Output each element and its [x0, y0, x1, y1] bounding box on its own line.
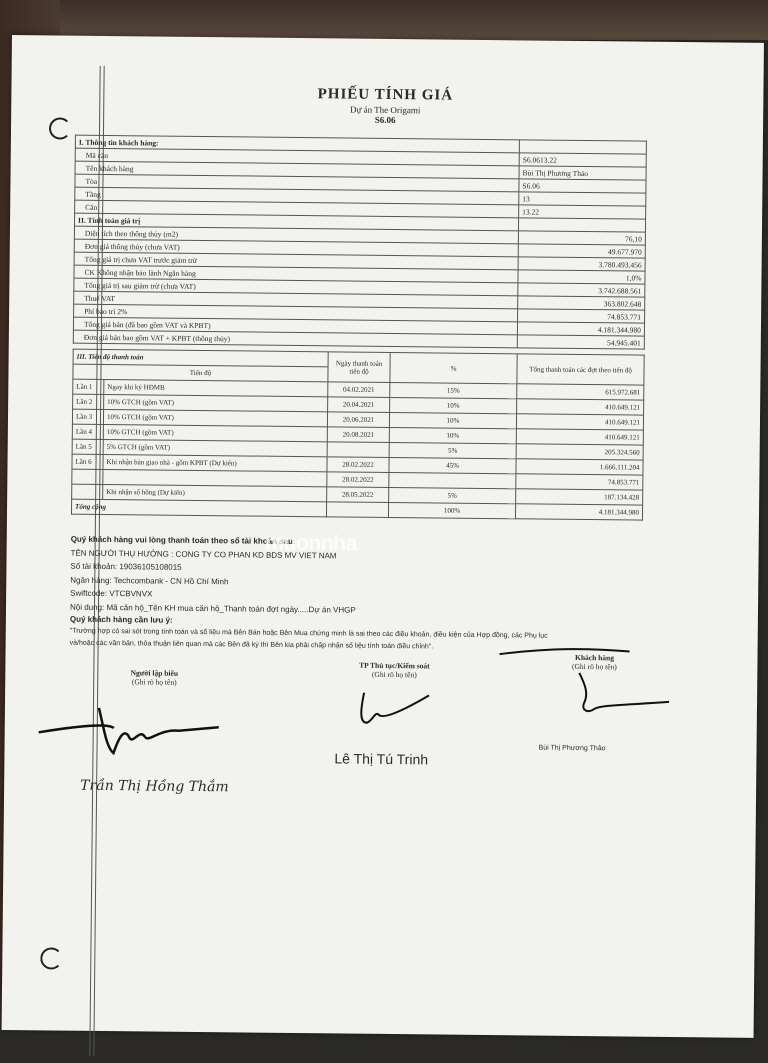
- row-label: Thuế VAT: [74, 291, 518, 309]
- desc-cell: 10% GTCH (gồm VAT): [103, 409, 327, 426]
- empty-cell: [518, 218, 645, 232]
- document-code: S6.06: [374, 114, 396, 126]
- bank-info: [70, 533, 671, 620]
- preparer-role: Người lập biểu: [130, 668, 179, 678]
- row-value: 4.181.344.980: [517, 322, 644, 336]
- stage-cell: [72, 469, 103, 484]
- row-value: S6.06: [519, 179, 646, 193]
- background-top: [0, 0, 768, 40]
- amount-cell: 205.324.560: [516, 444, 643, 460]
- notes-line-2: và/hoặc các văn bản, thỏa thuận liên quan mà các Bên đã ký thì Bên kia phải chấp nhận số liệu tính toán điều chỉnh".: [69, 639, 434, 651]
- header-percent: %: [390, 352, 517, 383]
- checker-role: TP Thủ tục/Kiểm soát: [359, 660, 430, 671]
- customer-price-table: [73, 135, 647, 350]
- price-section-heading: II. Tính toán giá trị: [75, 213, 519, 231]
- row-value: S6.0613.22: [519, 153, 646, 167]
- header-stage: Tiến độ: [73, 364, 328, 382]
- notes-heading: Quý khách hàng cần lưu ý:: [69, 614, 173, 625]
- empty-cell: [326, 502, 388, 518]
- signature-preparer: [80, 668, 229, 796]
- bank-transfer-content: Nội dung: Mã căn hộ_Tên KH mua căn hộ_Thanh toán đợt ngày.....Dự án VHGP: [69, 602, 356, 615]
- stage-cell: Lần 3: [72, 409, 103, 424]
- row-label: Phí bảo trì 2%: [74, 304, 518, 322]
- signatures: [68, 652, 669, 804]
- row-value: 13: [519, 192, 646, 206]
- row-label: Đơn giá thông thủy (chưa VAT): [74, 239, 518, 257]
- row-label: Tầng: [75, 187, 519, 205]
- desc-cell: Khi nhận sổ hồng (Dự kiến): [103, 484, 327, 501]
- punch-hole-bottom: [40, 947, 62, 969]
- stage-cell: Lần 1: [73, 379, 104, 394]
- row-label: Diện tích theo thông thủy (m2): [74, 226, 518, 244]
- row-value: Bùi Thị Phương Thảo: [519, 166, 646, 180]
- empty-cell: [519, 140, 646, 154]
- payment-schedule-table: [71, 349, 645, 521]
- desc-cell: 10% GTCH (gồm VAT): [103, 424, 327, 441]
- punch-hole-top: [49, 117, 71, 139]
- price-sheet-paper: [2, 35, 764, 1038]
- desc-cell: Ngay khi ký HĐMB: [104, 379, 328, 396]
- date-cell: [327, 442, 389, 458]
- stage-cell: Lần 6: [72, 454, 103, 469]
- row-value: 76,10: [518, 231, 645, 245]
- date-cell: 28.05.2022: [327, 487, 389, 503]
- row-value: 1,0%: [518, 270, 645, 284]
- amount-cell: 410.649.121: [516, 414, 643, 430]
- total-percent: 100%: [388, 502, 515, 518]
- preparer-hint: (Ghi rõ họ tên): [131, 677, 177, 687]
- row-value: 3.780.493.456: [518, 257, 645, 271]
- notes-line-1: "Trường hợp có sai sót trong tính toán và số liệu mà Bên Bán hoặc Bên Mua chứng minh là sai theo các điều khoản, điều kiện của Hợp đồng, các Phụ lục: [69, 627, 548, 640]
- desc-cell: 5% GTCH (gồm VAT): [103, 439, 327, 456]
- row-label: Tòa: [75, 174, 519, 192]
- amount-cell: 74.853.771: [516, 474, 643, 490]
- total-label: Tổng cộng: [71, 499, 326, 517]
- checker-name: Lê Thị Tú Trinh: [334, 750, 429, 768]
- stage-cell: [72, 484, 103, 499]
- row-value: 49.677.970: [518, 244, 645, 258]
- pct-cell: 45%: [389, 457, 516, 473]
- date-cell: 04.02.2021: [328, 382, 390, 398]
- preparer-name: Trần Thị Hồng Thắm: [80, 777, 229, 796]
- bank-name: Ngân hàng: Techcombank - CN Hồ Chí Minh: [70, 575, 229, 586]
- date-cell: 28.02.2022: [327, 457, 389, 473]
- checker-hint: (Ghi rõ họ tên): [371, 669, 417, 680]
- row-value: 3.742.688.561: [518, 283, 645, 297]
- date-cell: 28.02.2022: [327, 472, 389, 488]
- pct-cell: [389, 472, 516, 488]
- customer-name: Bùi Thị Phương Thảo: [538, 744, 606, 753]
- signature-customer: [519, 652, 669, 753]
- pct-cell: 5%: [389, 442, 516, 458]
- bank-intro: Quý khách hàng vui lòng thanh toán theo số tài khoản sau:: [70, 534, 296, 546]
- header-amount: Tổng thanh toán các đợt theo tiến độ: [517, 354, 644, 385]
- stage-cell: Lần 4: [72, 424, 103, 439]
- bank-account: Số tài khoản: 19036105108015: [70, 561, 182, 572]
- pct-cell: 10%: [390, 397, 517, 413]
- header-date: Ngày thanh toán tiến độ: [328, 352, 390, 383]
- amount-cell: 410.649.121: [516, 429, 643, 445]
- date-cell: 20.08.2021: [327, 427, 389, 443]
- pct-cell: 15%: [390, 382, 517, 398]
- amount-cell: 615.972.681: [517, 384, 644, 400]
- stage-cell: Lần 2: [73, 394, 104, 409]
- customer-section-heading: I. Thông tin khách hàng:: [75, 135, 519, 153]
- amount-cell: 1.666.111.204: [516, 459, 643, 475]
- desc-cell: Khi nhận bàn giao nhà - gồm KPBT (Dự kiến): [103, 454, 327, 471]
- pct-cell: 5%: [389, 487, 516, 503]
- total-amount: 4.181.344.980: [515, 504, 642, 520]
- row-value: 74.853.771: [518, 309, 645, 323]
- document-subtitle: Dự án The Origami: [349, 104, 421, 116]
- row-label: Mã căn: [75, 148, 519, 166]
- bank-beneficiary: TÊN NGƯỜI THỤ HƯỞNG : CONG TY CO PHAN KD BDS MV VIET NAM: [70, 548, 337, 560]
- signature-checker: [319, 660, 469, 768]
- watermark-logo: muonnha: [264, 529, 357, 556]
- customer-role: Khách hàng: [574, 652, 615, 663]
- schedule-section-heading: III. Tiến độ thanh toán: [73, 349, 328, 367]
- row-value: 363.802.648: [518, 296, 645, 310]
- date-cell: 20.04.2021: [328, 397, 390, 413]
- customer-hint: (Ghi rõ họ tên): [571, 661, 617, 672]
- row-label: Tổng giá bán (đã bao gồm VAT và KPBT): [73, 317, 517, 335]
- date-cell: 20.06.2021: [327, 412, 389, 428]
- row-label: Căn: [75, 200, 519, 218]
- row-label: Đơn giá bán bao gồm VAT + KPBT (thông thủy): [73, 330, 517, 348]
- document-title: PHIẾU TÍNH GIÁ: [317, 86, 454, 104]
- row-label: Tên khách hàng: [75, 161, 519, 179]
- row-label: CK Không nhận bảo lãnh Ngân hàng: [74, 265, 518, 283]
- row-value: 13.22: [519, 205, 646, 219]
- pct-cell: 10%: [389, 427, 516, 443]
- customer-signature-mark: [489, 642, 690, 724]
- amount-cell: 410.649.121: [517, 399, 644, 415]
- pct-cell: 10%: [389, 412, 516, 428]
- row-label: Tổng giá trị chưa VAT trước giảm trừ: [74, 252, 518, 270]
- preparer-signature-mark: [28, 697, 229, 759]
- row-label: Tổng giá trị sau giảm trừ (chưa VAT): [74, 278, 518, 296]
- checker-signature-mark: [339, 682, 460, 733]
- row-value: 54.945.401: [517, 335, 644, 349]
- desc-cell: 10% GTCH (gồm VAT): [104, 394, 328, 411]
- amount-cell: 187.134.428: [516, 489, 643, 505]
- document-content: [68, 84, 675, 804]
- bank-swift: Swiftcode: VTCBVNVX: [70, 588, 153, 599]
- stage-cell: Lần 5: [72, 439, 103, 454]
